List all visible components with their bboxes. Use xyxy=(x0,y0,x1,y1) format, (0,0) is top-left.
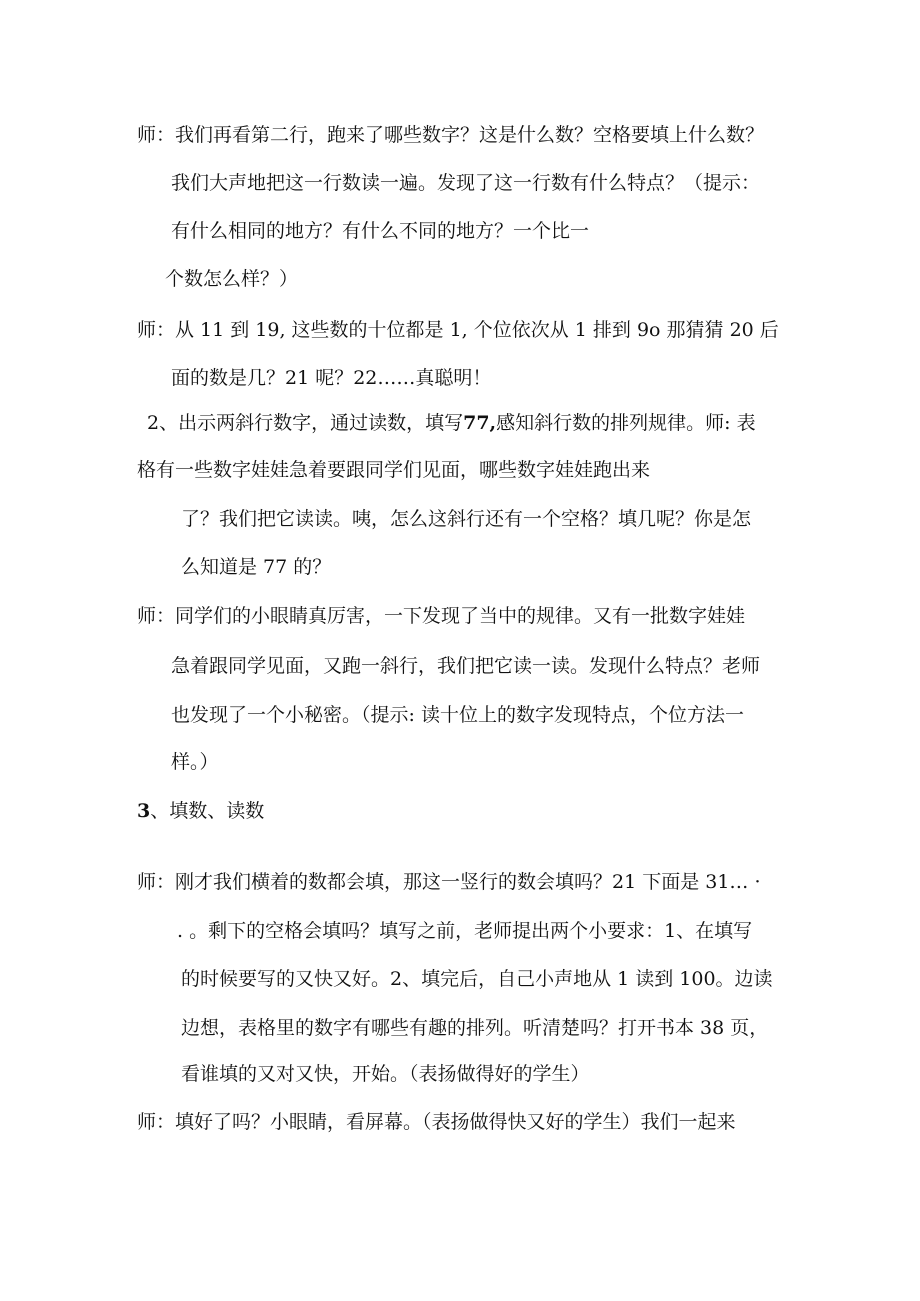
numbered-item-2 xyxy=(147,414,756,433)
paragraph-line: 看谁填的又对又快，开始。（表扬做得好的学生） xyxy=(181,1063,590,1085)
paragraph-line: 格有一些数字娃娃急着要跟同学们见面，哪些数字娃娃跑出来 xyxy=(137,459,651,481)
paragraph-text: 感知斜行数的排列规律。师: 表 xyxy=(496,412,756,434)
section-number: 3 xyxy=(137,800,151,822)
paragraph-line: 样。） xyxy=(171,751,219,773)
paragraph-line: . 。剩下的空格会填吗？填写之前，老师提出两个小要求：1、在填写 xyxy=(177,920,753,942)
section-heading xyxy=(137,802,264,821)
paragraph-line: 师：刚才我们横着的数都会填，那这一竖行的数会填吗？21 下面是 31… · xyxy=(137,871,761,893)
paragraph-line: 么知道是 77 的？ xyxy=(181,556,332,578)
paragraph-line: 个数怎么样？） xyxy=(165,268,299,290)
paragraph-line: 面的数是几？21 呢？22……真聪明！ xyxy=(171,367,492,389)
paragraph-line: 的时候要写的又快又好。2、填完后，自己小声地从 1 读到 100。边读 xyxy=(181,968,773,990)
bold-number: 77, xyxy=(463,412,497,434)
paragraph-line: 师：从 11 到 19, 这些数的十位都是 1, 个位依次从 1 排到 9o 那猜猜 20 后 xyxy=(137,319,779,341)
paragraph-line: 我们大声地把这一行数读一遍。发现了这一行数有什么特点？（提示： xyxy=(171,172,761,194)
paragraph-text: 2、出示两斜行数字，通过读数，填写 xyxy=(147,412,464,434)
section-title: 、填数、读数 xyxy=(150,800,265,822)
paragraph-line: 师：我们再看第二行，跑来了哪些数字？这是什么数？空格要填上什么数？ xyxy=(137,124,765,146)
paragraph-line: 师：同学们的小眼睛真厉害，一下发现了当中的规律。又有一批数字娃娃 xyxy=(137,605,746,627)
paragraph-line: 师：填好了吗？小眼睛，看屏幕。（表扬做得快又好的学生）我们一起来 xyxy=(137,1111,736,1133)
paragraph-line: 边想，表格里的数字有哪些有趣的排列。听清楚吗？打开书本 38 页， xyxy=(181,1017,769,1039)
paragraph-line: 急着跟同学见面，又跑一斜行，我们把它读一读。发现什么特点？老师 xyxy=(171,655,761,677)
paragraph-line: 有什么相同的地方？有什么不同的地方？一个比一 xyxy=(171,220,590,242)
paragraph-line: 了？我们把它读读。咦，怎么这斜行还有一个空格？填几呢？你是怎 xyxy=(181,508,752,530)
paragraph-line: 也发现了一个小秘密。（提示: 读十位上的数字发现特点，个位方法一 xyxy=(171,704,744,726)
